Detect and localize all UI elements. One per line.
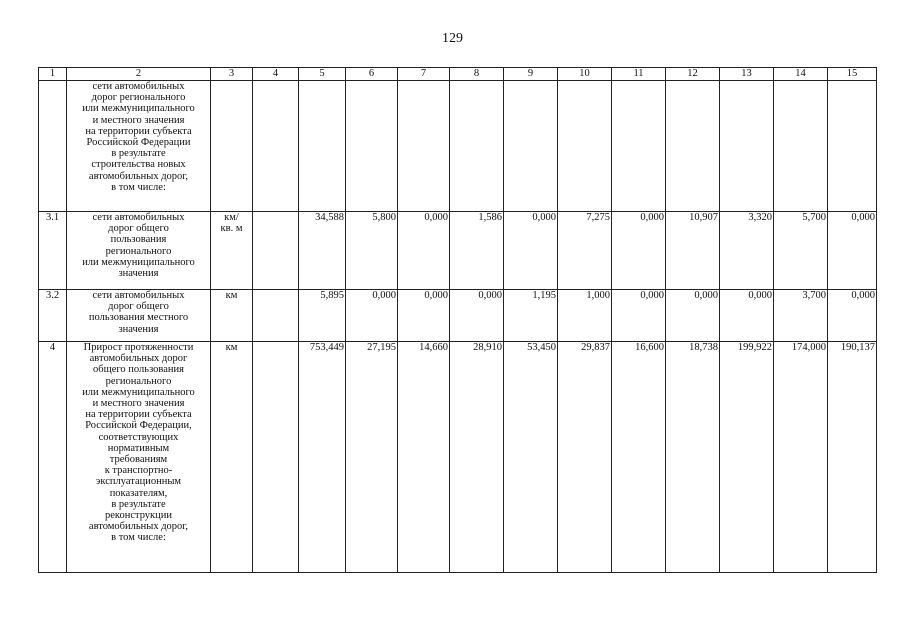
row-unit: км (211, 290, 253, 342)
row-value: 0,000 (666, 290, 720, 342)
row-value: 190,137 (828, 342, 877, 573)
row-value: 1,195 (504, 290, 558, 342)
row-value: 0,000 (346, 290, 398, 342)
column-number: 5 (299, 68, 346, 81)
row-name: Прирост протяженности автомобильных дорог общего пользования регионального или межмуниципального и местного значения на территории субъекта Российской Федерации, соответствующих нормативным требованиям к транспортно- эксплуатационным показателям, в результате реконструкции автомобильных дорог, в том числе: (67, 342, 211, 573)
row-value: 16,600 (612, 342, 666, 573)
row-index: 3.2 (39, 290, 67, 342)
row-col4 (253, 212, 299, 290)
row-value: 0,000 (612, 290, 666, 342)
table-row (39, 342, 877, 573)
row-value: 0,000 (398, 290, 450, 342)
row-value: 29,837 (558, 342, 612, 573)
row-unit: км/ кв. м (211, 212, 253, 290)
column-number: 7 (398, 68, 450, 81)
row-value: 10,907 (666, 212, 720, 290)
row-index: 3.1 (39, 212, 67, 290)
row-value (720, 81, 774, 212)
row-value: 174,000 (774, 342, 828, 573)
column-number: 2 (67, 68, 211, 81)
column-number: 3 (211, 68, 253, 81)
column-number: 1 (39, 68, 67, 81)
row-value: 0,000 (828, 212, 877, 290)
row-value: 34,588 (299, 212, 346, 290)
column-number: 13 (720, 68, 774, 81)
row-value (612, 81, 666, 212)
row-value: 1,586 (450, 212, 504, 290)
table-row (39, 290, 877, 342)
row-value: 753,449 (299, 342, 346, 573)
row-value: 7,275 (558, 212, 612, 290)
column-number: 6 (346, 68, 398, 81)
row-col4 (253, 81, 299, 212)
row-name: сети автомобильных дорог регионального или межмуниципального и местного значения на территории субъекта Российской Федерации в результате строительства новых автомобильных дорог, в том числе: (67, 81, 211, 212)
row-unit (211, 81, 253, 212)
column-number: 11 (612, 68, 666, 81)
page-number: 129 (442, 31, 463, 46)
table-row (39, 81, 877, 212)
row-value: 28,910 (450, 342, 504, 573)
row-value: 3,700 (774, 290, 828, 342)
row-value (346, 81, 398, 212)
row-value: 0,000 (504, 212, 558, 290)
row-value (504, 81, 558, 212)
row-value: 0,000 (398, 212, 450, 290)
row-name: сети автомобильных дорог общего пользования регионального или межмуниципального значения (67, 212, 211, 290)
row-value: 5,895 (299, 290, 346, 342)
row-value: 0,000 (450, 290, 504, 342)
column-number: 12 (666, 68, 720, 81)
row-value (558, 81, 612, 212)
row-value: 0,000 (720, 290, 774, 342)
row-value: 14,660 (398, 342, 450, 573)
row-value: 199,922 (720, 342, 774, 573)
row-value (299, 81, 346, 212)
row-value: 0,000 (612, 212, 666, 290)
row-value: 18,738 (666, 342, 720, 573)
data-table (38, 67, 877, 573)
row-index (39, 81, 67, 212)
row-value: 5,800 (346, 212, 398, 290)
row-name: сети автомобильных дорог общего пользования местного значения (67, 290, 211, 342)
row-col4 (253, 342, 299, 573)
column-number: 9 (504, 68, 558, 81)
column-number: 10 (558, 68, 612, 81)
row-value (398, 81, 450, 212)
row-value: 0,000 (828, 290, 877, 342)
row-value: 1,000 (558, 290, 612, 342)
row-value: 53,450 (504, 342, 558, 573)
column-number-row (39, 68, 877, 81)
row-value (666, 81, 720, 212)
row-value (450, 81, 504, 212)
column-number: 4 (253, 68, 299, 81)
column-number: 8 (450, 68, 504, 81)
row-index: 4 (39, 342, 67, 573)
row-value (828, 81, 877, 212)
row-value: 27,195 (346, 342, 398, 573)
column-number: 15 (828, 68, 877, 81)
row-value: 5,700 (774, 212, 828, 290)
row-value: 3,320 (720, 212, 774, 290)
row-col4 (253, 290, 299, 342)
row-unit: км (211, 342, 253, 573)
column-number: 14 (774, 68, 828, 81)
table-row (39, 212, 877, 290)
row-value (774, 81, 828, 212)
